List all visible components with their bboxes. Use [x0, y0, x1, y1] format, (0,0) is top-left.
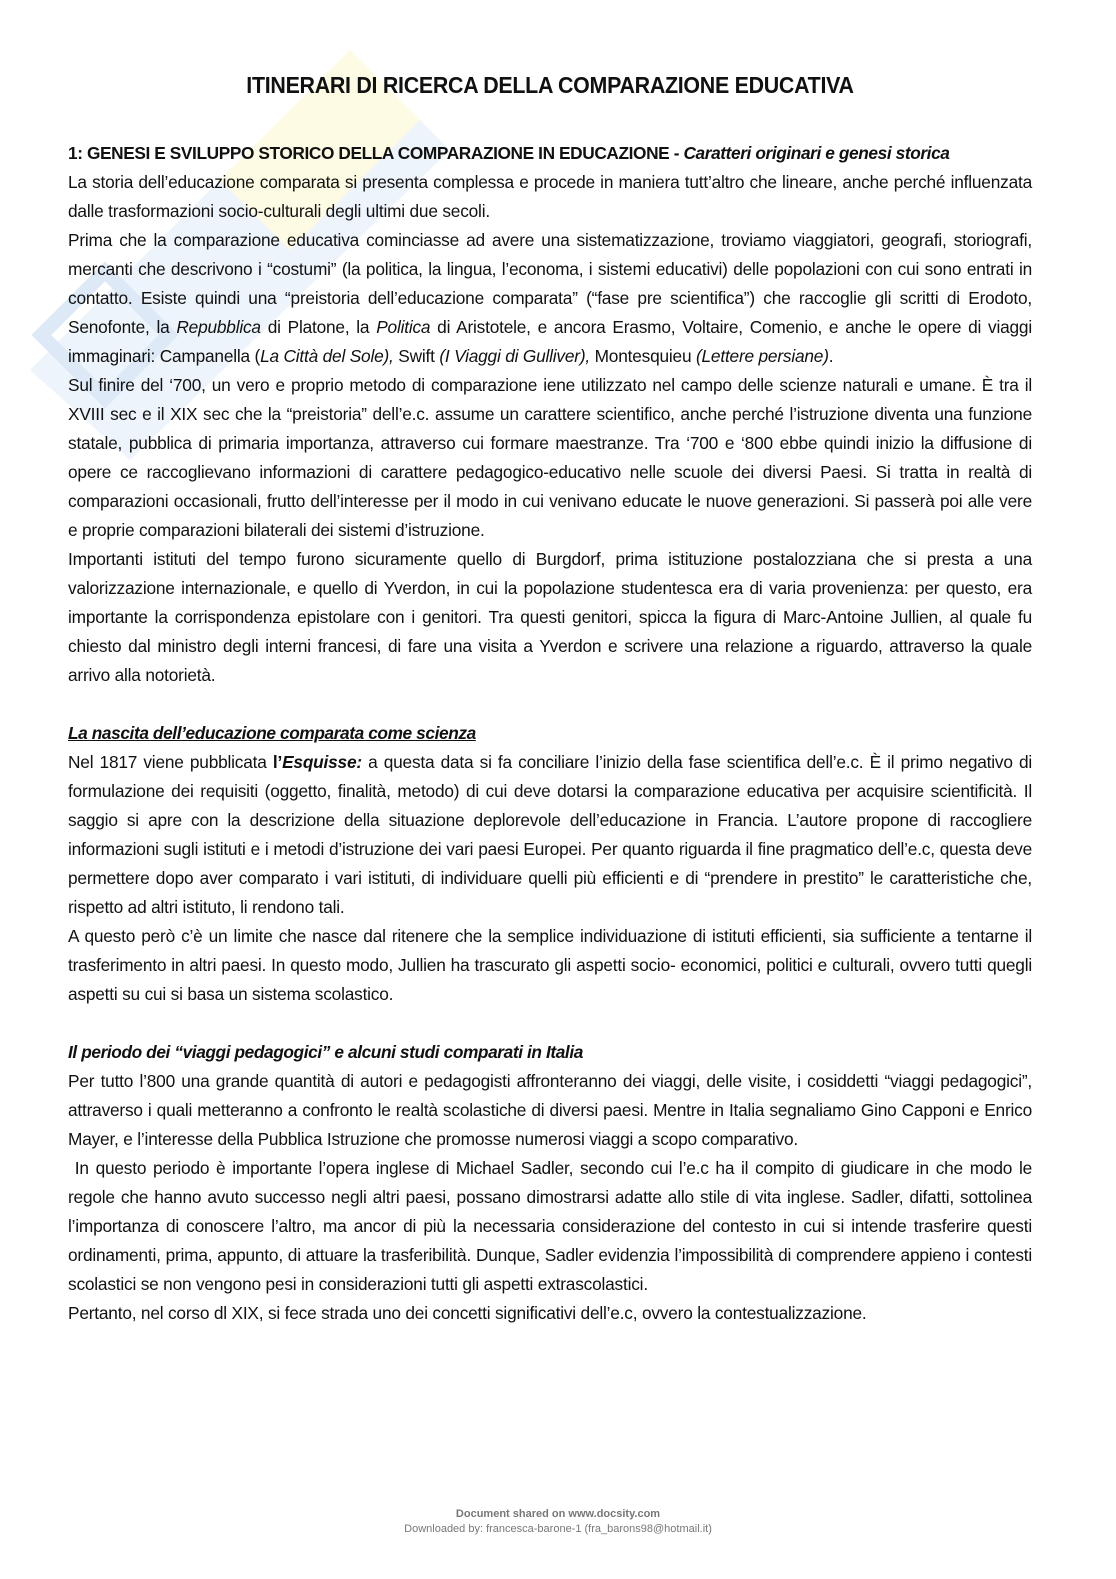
footer — [0, 1507, 1116, 1537]
document-title: ITINERARI DI RICERCA DELLA COMPARAZIONE EDUCATIVA — [246, 72, 854, 98]
text: l’ — [272, 752, 283, 772]
text: di Platone, la — [260, 317, 377, 337]
text: Repubblica — [176, 317, 261, 337]
paragraph — [68, 748, 1032, 922]
text: Montesquieu — [590, 346, 696, 366]
document-page — [68, 72, 1037, 1328]
paragraph — [68, 226, 1032, 371]
paragraph: La storia dell’educazione comparata si presenta complessa e procede in maniera tutt’altro che lineare, anche perché influenzata dalle trasformazioni socio-culturali degli ultimi due secoli. — [68, 172, 1032, 221]
heading-subtitle: Caratteri originari e genesi storica — [683, 143, 950, 163]
text: a questa data si fa conciliare l’inizio della fase scientifica dell’e.c. È il primo negativo di formulazione dei requisiti (oggetto, finalità, metodo) di cui deve dotarsi la comparazione educativa per acquisire scientificità. Il saggio si apre con la descrizione della situazione deplorevole dell’educazione in Francia. L’autore propone di raccogliere informazioni sugli istituti e i metodi d’istruzione dei vari paesi Europei. Per quanto riguarda il fine pragmatico dell’e.c, questa deve permettere dopo aver comparato i vari istituti, di individuare quelli più efficienti e di “prendere in prestito” le caratteristiche che, rispetto ad altri istituto, li rendono tali. — [68, 752, 1032, 917]
text: (Lettere persiane) — [695, 346, 829, 366]
paragraph: Pertanto, nel corso dl XIX, si fece strada uno dei concetti significativi dell’e.c, ovvero la contestualizzazione. — [68, 1303, 867, 1323]
text: Swift — [393, 346, 440, 366]
text: Esquisse: — [282, 752, 362, 772]
text: Prima che la comparazione educativa cominciasse ad avere una sistematizzazione, troviamo viaggiatori, geografi, storiografi, mercanti che descrivono i “costumi” (la politica, la lingua, l’economa, i sistemi educativi) delle popolazioni con cui sono entrati in contatto. Esiste quindi una “preistoria dell’educazione comparata” (“fase pre scientifica”) che raccoglie gli scritti di Erodoto, Senofonte, la — [68, 230, 1032, 337]
paragraph: Importanti istituti del tempo furono sicuramente quello di Burgdorf, prima istituzione postalozziana che si presta a una valorizzazione internazionale, e quello di Yverdon, in cui la popolazione studentesca era di varia provenienza: per questo, era importante la corrispondenza epistolare con i genitori. Tra questi genitori, spicca la figura di Marc-Antoine Jullien, al quale fu chiesto dal ministro degli interni francesi, di fare una visita a Yverdon e scrivere una relazione a riguardo, attraverso la quale arrivo alla notorietà. — [68, 549, 1032, 685]
paragraph: A questo però c’è un limite che nasce dal ritenere che la semplice individuazione di istituti efficienti, sia sufficiente a tentarne il trasferimento in altri paesi. In questo modo, Jullien ha trascurato gli aspetti socio- economici, politici e culturali, ovvero tutti quegli aspetti su cui si basa un sistema scolastico. — [68, 926, 1032, 1004]
text: Nel 1817 viene pubblicata — [68, 752, 273, 772]
text: Politica — [376, 317, 431, 337]
text: (I Viaggi di Gulliver), — [439, 346, 590, 366]
footer-downloaded: Downloaded by: francesca-barone-1 (fra_barons98@hotmail.it) — [404, 1523, 712, 1535]
text: La Città del Sole), — [260, 346, 394, 366]
section-2-heading: La nascita dell’educazione comparata come scienza — [68, 723, 476, 743]
paragraph: Per tutto l’800 una grande quantità di autori e pedagogisti affronteranno dei viaggi, delle visite, i cosiddetti “viaggi pedagogici”, attraverso i quali metteranno a confronto le realtà scolastiche di diversi paesi. Mentre in Italia segnaliamo Gino Capponi e Enrico Mayer, e l’interesse della Pubblica Istruzione che promosse numerosi viaggi a scopo comparativo. — [68, 1071, 1032, 1149]
section-1-heading — [68, 139, 1032, 168]
heading-text: 1: GENESI E SVILUPPO STORICO DELLA COMPARAZIONE IN EDUCAZIONE - — [68, 143, 684, 163]
paragraph: In questo periodo è importante l’opera inglese di Michael Sadler, secondo cui l’e.c ha il compito di giudicare in che modo le regole che hanno avuto successo negli altri paesi, possano dimostrarsi adatte allo stile di vita inglese. Sadler, difatti, sottolinea l’importanza di conoscere l’altro, ma ancor di più la necessaria considerazione del contesto in cui si intende trasferire questi ordinamenti, prima, appunto, di attuare la trasferibilità. Dunque, Sadler evidenzia l’impossibilità di comprendere appieno i contesti scolastici se non vengono pesi in considerazioni tutti gli aspetti extrascolastici. — [68, 1158, 1037, 1294]
paragraph: Sul finire del ‘700, un vero e proprio metodo di comparazione iene utilizzato nel campo delle scienze naturali e umane. È tra il XVIII sec e il XIX sec che la “preistoria” dell’e.c. assume un carattere scientifico, anche perché l’istruzione diventa una funzione statale, pubblica di primaria importanza, attraverso cui formare maestranze. Tra ‘700 e ‘800 ebbe quindi inizio la diffusione di opere ce raccoglievano informazioni di carattere pedagogico-educativo nelle scuole dei diversi Paesi. Si tratta in realtà di comparazioni occasionali, frutto dell’interesse per il modo in cui venivano educate le nuove generazioni. Si passerà poi alle vere e proprie comparazioni bilaterali dei sistemi d’istruzione. — [68, 375, 1032, 540]
section-3-heading: Il periodo dei “viaggi pedagogici” e alcuni studi comparati in Italia — [68, 1042, 583, 1062]
text: . — [828, 346, 834, 366]
text: di Aristotele, e ancora Erasmo, Voltaire, Comenio, e anche le opere di viaggi immaginari: Campanella ( — [68, 317, 1032, 366]
footer-shared: Document shared on www.docsity.com — [455, 1508, 661, 1520]
